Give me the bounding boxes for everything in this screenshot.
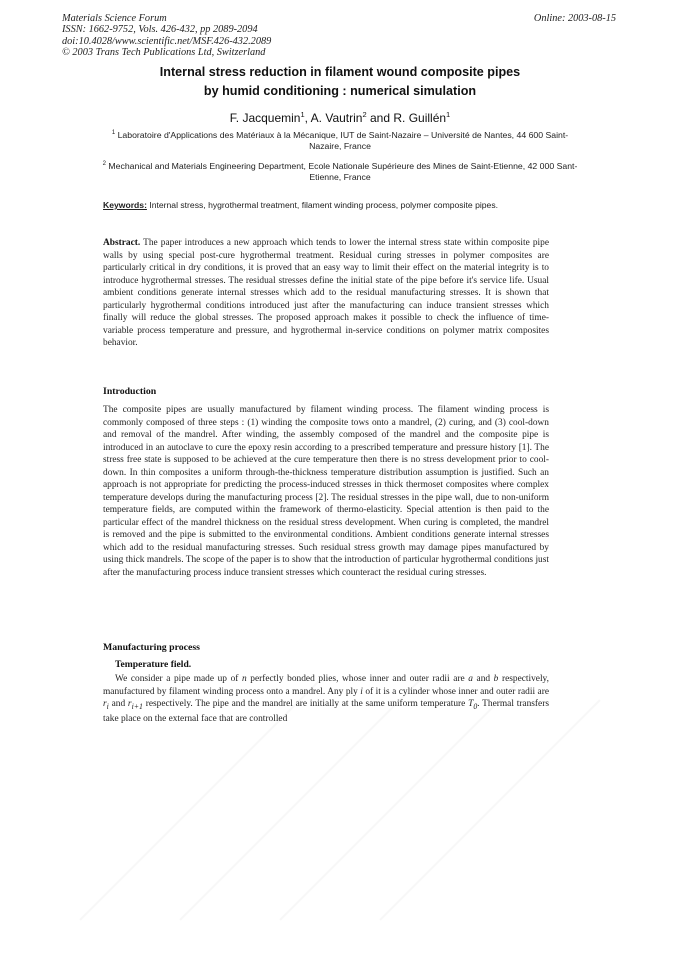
- author-separator: ,: [304, 111, 311, 125]
- abstract-text: The paper introduces a new approach which tends to lower the internal stress state within composite pipe walls by using special post-cure hygrothermal treatment. Residual curing stresses in polymer composites are particularly critical in dry conditions, it is proved that an easy way to limit their effect on the material integrity is to introduce hygrothermal stresses. The residual stresses define the initial state of the pipe before it's service life. Usual ambient conditions generate internal stresses which add to the residual manufacturing stresses. It is shown that particularly hygrothermal conditions introduced just after the manufacturing can induce transient stresses which finally will reduce the global stresses. The proposed approach makes it possible to check the influence of time-variable process temperature and pressure, and hygrothermal in-service conditions on polymer matrix composites behavior.: [103, 238, 549, 348]
- affiliation-mark: 2: [102, 161, 106, 167]
- abstract-label: Abstract.: [103, 238, 141, 248]
- affiliation-text: Laboratoire d'Applications des Matériaux à la Mécanique, IUT de Saint-Nazaire – Université de Nantes, 44 600 Saint-Nazaire, France: [117, 129, 569, 152]
- author-name: F. Jacquemin: [229, 111, 301, 125]
- text-run: respectively. The pipe and the mandrel are initially at the same uniform temperature: [142, 699, 469, 709]
- affiliation-text: Mechanical and Materials Engineering Department, Ecole Nationale Supérieure des Mines de Saint-Etienne, 42 000 Sant-Etienne, France: [108, 160, 578, 183]
- math-var: T: [468, 699, 474, 709]
- text-run: . Thermal transfers take place on the external face that are controlled: [103, 699, 549, 725]
- author-affil-mark: 2: [362, 110, 367, 119]
- journal-name: Materials Science Forum: [62, 13, 167, 24]
- text-run: and: [472, 674, 494, 684]
- section-heading-manufacturing: Manufacturing process: [103, 642, 200, 653]
- introduction-text: The composite pipes are usually manufactured by filament winding process. The filament winding process is commonly composed of three steps : (1) winding the composite tows onto a mandrel, (2) curing, and (3) cool-down and removal of the mandrel. After winding, the assembly composed of the mandrel and the composite pipe is introduced in an autoclave to cure the epoxy resin according to a prescribed temperature and pressure history [1]. The stress free state is supposed to be achieved at the cure temperature then there is no stress development prior to cool-down. In thin composites a uniform through-the-thickness temperature distribution assumption is justified. Such an approach is not appropriate for predicting the process-induced stresses in thick thermoset composites where complex temperature develops during the manufacturing process [2]. The residual stresses in the pipe wall, due to non-uniform temperature fields, are computed within the framework of thermo-elasticity. Special attention is then paid to the particular effect of the mandrel thickness on the residual stress development. When curing is completed, the mandrel is removed and the pipe is submitted to the environmental conditions. Ambient conditions generate internal stresses which add to the residual manufacturing stresses. Such residual stress growth may damage pipes manufactured by using thick mandrels. The scope of the paper is to show that the introduction of particular hygrothermal conditions just after the manufacturing process induce transient stresses which counteract the residual curing stresses.: [103, 405, 549, 578]
- author-name: A. Vautrin: [310, 111, 363, 125]
- math-var: a: [468, 674, 473, 684]
- issn-line: ISSN: 1662-9752, Vols. 426-432, pp 2089-2094: [62, 24, 258, 36]
- paper-title-line2: by humid conditioning : numerical simulation: [203, 84, 477, 98]
- watermark: [60, 380, 620, 940]
- author-affil-mark: 1: [300, 110, 305, 119]
- doi-line: doi:10.4028/www.scientific.net/MSF.426-432.2089: [62, 35, 272, 47]
- keywords-label: Keywords:: [103, 200, 147, 210]
- math-var: r: [127, 699, 132, 709]
- copyright-line: © 2003 Trans Tech Publications Ltd, Switzerland: [62, 46, 266, 58]
- text-run: of it is a cylinder whose inner and outer radii are: [362, 686, 549, 697]
- math-var: b: [493, 674, 499, 684]
- affiliation-1: [100, 128, 580, 152]
- online-date: Online: 2003-08-15: [533, 13, 616, 24]
- paper-title-line1: Internal stress reduction in filament wound composite pipes: [159, 65, 521, 79]
- text-run: perfectly bonded plies, whose inner and outer radii are: [246, 674, 469, 684]
- math-var: n: [241, 674, 247, 684]
- keywords-text: Internal stress, hygrothermal treatment, filament winding process, polymer composite pipes.: [146, 200, 499, 210]
- author-affil-mark: 1: [446, 110, 451, 119]
- text-run: We consider a pipe made up of: [115, 674, 242, 684]
- author-name: R. Guillén: [393, 111, 447, 125]
- keywords: [103, 200, 573, 212]
- affiliation-mark: 1: [111, 130, 116, 136]
- text-run: and: [108, 699, 128, 709]
- math-var: i: [360, 686, 363, 697]
- author-list: [70, 110, 610, 125]
- author-separator: and: [366, 111, 394, 125]
- abstract: [103, 237, 549, 350]
- affiliation-2: [100, 159, 580, 183]
- subsection-heading-temperature: Temperature field.: [115, 659, 192, 670]
- math-sub: i+1: [131, 701, 143, 711]
- math-var: r: [103, 699, 107, 709]
- section-heading-introduction: Introduction: [103, 386, 157, 397]
- math-sub: i: [106, 701, 109, 711]
- text-run: respectively, manufactured by filament winding process onto a mandrel. Any ply: [103, 674, 549, 697]
- math-sub: 0: [473, 701, 478, 711]
